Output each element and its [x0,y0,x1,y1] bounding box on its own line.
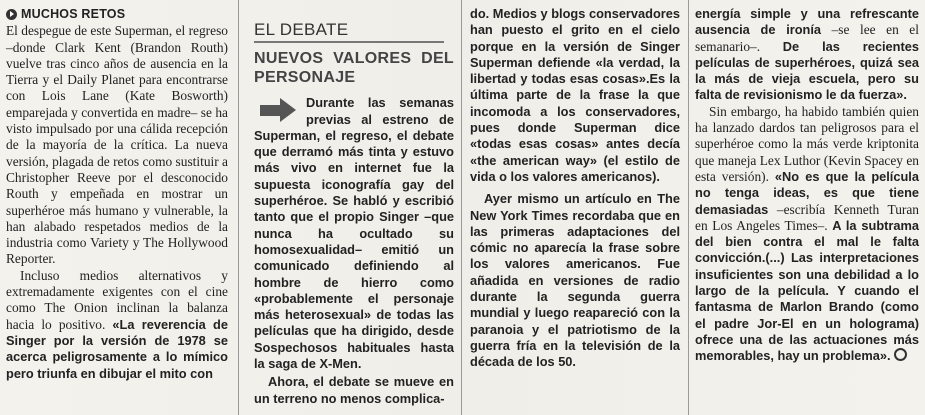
quote-bold: De las recientes películas de superhéroes, quizá sea la más de vieja escuela, pero su falta de revisionismo le da fuerza». [695,38,919,103]
quote-bold: «La reverencia de Singer por la versión de 1978 se acerca peligrosamente a lo mímico pero triunfa en dibujar el mito con [6,316,228,381]
debate-body [254,95,454,372]
debate-kicker: EL DEBATE [254,20,349,39]
column-divider [461,0,462,415]
column-divider [238,0,239,415]
paragraph: Ayer mismo un artículo en The New York Times recordaba que en las primeras adaptaciones del cómic no aparecía la frase sobre los valores americanos. Fue añadida en versiones de radio durante la segunda guerra mundial y luego reapareció con la paranoia y el patriotismo de la guerra fría en la televisión de la década de los 50. [470,191,680,370]
column-2-debate [254,6,454,407]
end-mark-icon [894,348,907,361]
quote-bold: A la subtrama del bien contra el mal le falta convicción.(...) Las interpretaciones insuficientes son una debilidad a lo largo de la película. Y cuando el fantasma de Marlon Brando (como el padre Jor-El en un holograma) ofrece una de las actuaciones más memorables, hay un problema». [695,217,919,364]
quote-bold: «No es que la película no tenga ideas, es que tiene demasiadas [695,168,919,217]
debate-paragraph: Durante las semanas previas al estreno de Superman, el regreso, el debate que derramó más tinta y estuvo más vivo en internet fue la supuesta iconografía gay del superhéroe. Se habló y escribió tanto que el propio Singer –que nunca ha ocultado su homosexualidad– emitió un comunicado definiendo al hombre de hierro como «probablemente el personaje más heterosexual» de todas las películas que ha dirigido, desde Sospechosos habituales hasta la saga de X-Men. [254,95,454,372]
paragraph: El despegue de este Superman, el regreso –donde Clark Kent (Brandon Routh) vuelve tras cinco años de ausencia en la Tierra y el Daily Planet para encontrarse con Lois Lane (Kate Bosworth) emparejada y convertida en madre– se ha visto impulsado por una cálida recepción de la mayoría de la crítica. La nueva versión, plagada de retos como sustituir a Christopher Reeve por el desconocido Routh y empeñada en mostrar un superhéroe más humano y vulnerable, la han alabado respetados medios de la industria como Variety y The Hollywood Reporter. [6,23,229,267]
column-3 [470,6,680,371]
paragraph-text: Sin embargo, ha habido también quien ha lanzado dardos tan peligrosos para el superhéroe como la más verde kriptonita que maneja Lex Luthor (Kevin Spacey en esta versión). [695,103,919,184]
paragraph-text: –se lee en el semanario–. [695,22,919,54]
section-heading [6,6,228,22]
paragraph-text: Incluso medios alternativos y extremadamente exigentes con el cine como The Onion inclinan la balanza hacia lo positivo. [6,267,228,332]
column-4 [695,6,919,365]
debate-title: NUEVOS VALORES DEL PERSONAJE [254,50,454,87]
quote-bold: energía simple y una refrescante ausencia de ironía [695,6,919,38]
column-1 [6,6,228,382]
paragraph [6,268,228,382]
arrow-right-icon [254,97,300,123]
paragraph [695,6,919,104]
column-divider [688,0,689,415]
debate-paragraph: Ahora, el debate se mueve en un terreno no menos complica- [254,374,454,406]
play-circle-icon [6,9,17,20]
section-label: MUCHOS RETOS [21,7,126,21]
paragraph-text: –escribía Kenneth Turan en Los Angeles Times–. [695,201,919,233]
paragraph [695,104,919,365]
paragraph: do. Medios y blogs conservadores han puesto el grito en el cielo porque en la versión de Singer Superman defiende «la verdad, la libertad y todas esas cosas».Es la última parte de la frase la que incomoda a los conservadores, pues donde Superman dice «todas esas cosas» antes decía «the american way» (el estilo de vida o los valores americanos). [470,6,680,184]
divider [254,41,444,43]
